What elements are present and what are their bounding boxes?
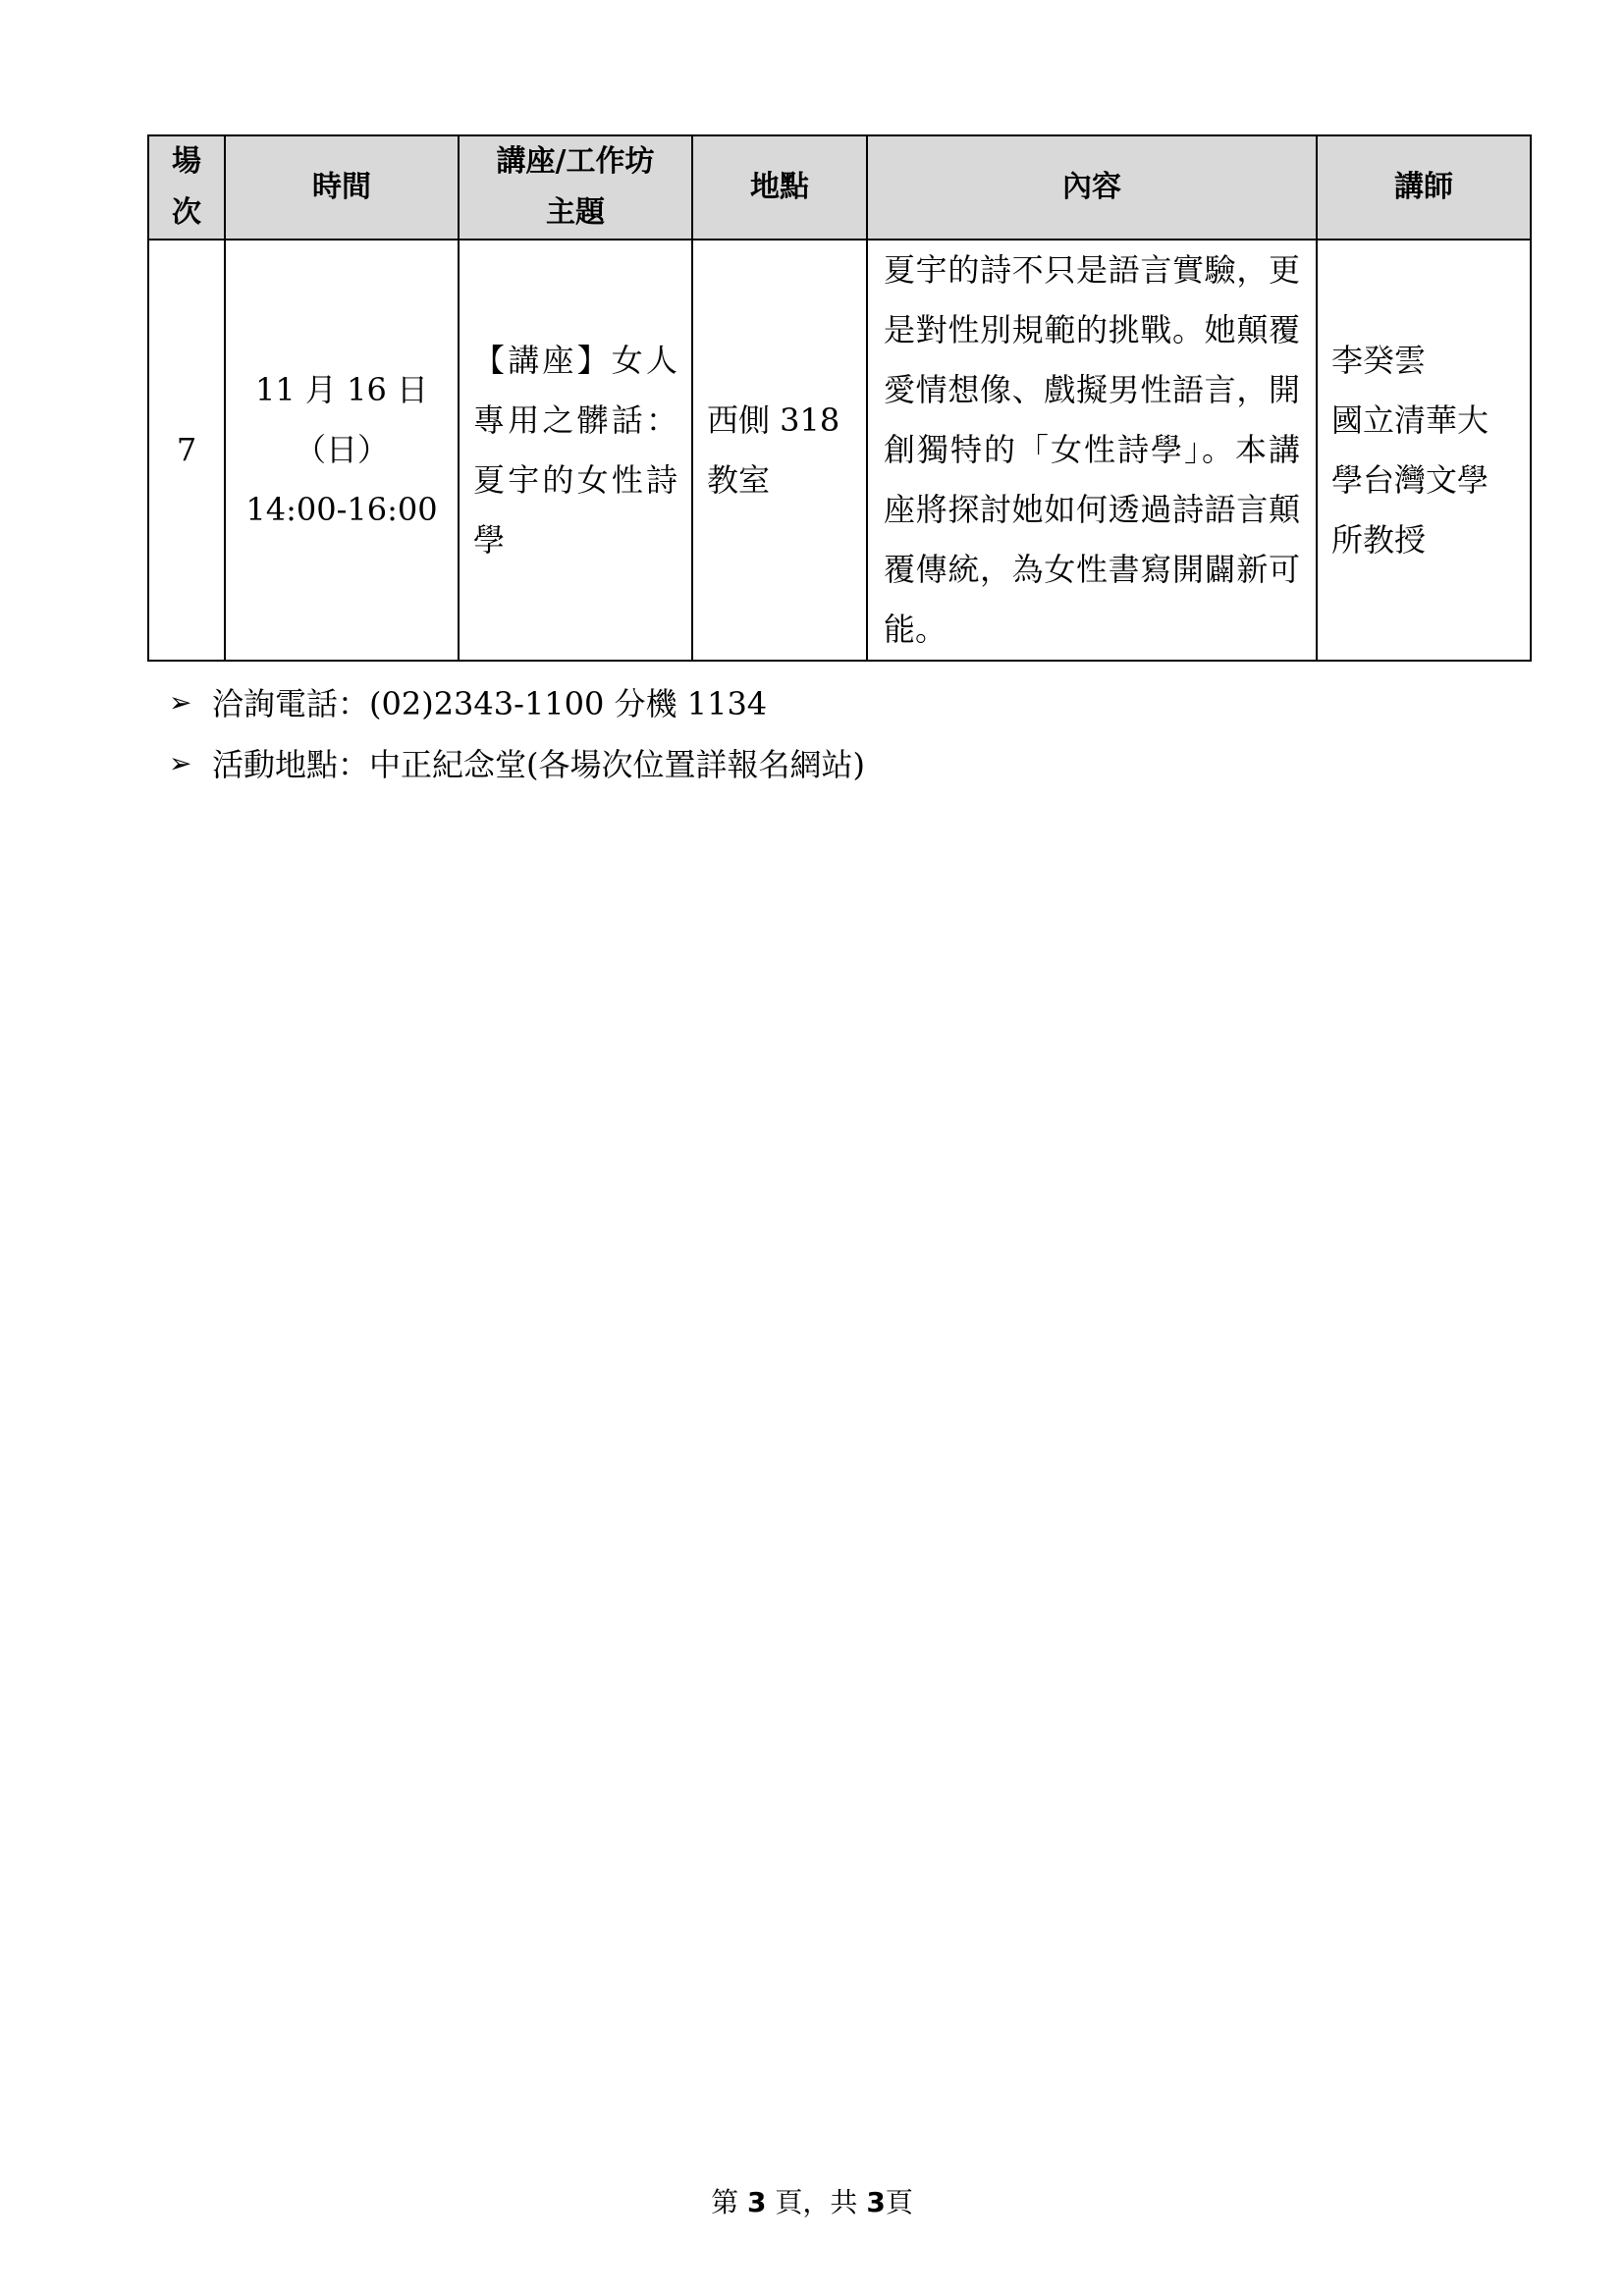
lecturer-title-line: 學台灣文學 [1331, 460, 1489, 499]
content-cell: 夏宇的詩不只是語言實驗，更是對性別規範的挑戰。她顛覆愛情想像、戲擬男性語言，開創獨特的「女性詩學」。本講座將探討她如何透過詩語言顛覆傳統，為女性書寫開闢新可能。 [867, 240, 1317, 661]
contact-phone-note: 洽詢電話：(02)2343-1100 分機 1134 [212, 685, 768, 722]
table-header-row [148, 135, 1531, 240]
lecturer-title-line: 國立清華大 [1331, 400, 1489, 439]
topic-cell: 【講座】女人專用之髒話：夏宇的女性詩學 [459, 240, 692, 661]
page-footer: 第 3 頁，共 3頁 [711, 2186, 913, 2218]
schedule-table [147, 134, 1532, 662]
list-item [169, 732, 1445, 793]
header-content: 內容 [867, 135, 1317, 240]
notes-list [169, 671, 1445, 793]
time-cell [225, 240, 459, 661]
weekday-text: （日） [294, 431, 389, 468]
total-pages-number: 3 [866, 2186, 886, 2218]
date-text: 11 月 16 日 [255, 371, 428, 408]
header-time: 時間 [225, 135, 459, 240]
time-range-text: 14:00-16:00 [245, 491, 438, 528]
arrow-bullet-icon: ➢ [169, 746, 192, 779]
lecturer-name: 李癸雲 [1331, 341, 1427, 379]
lecturer-title-line: 所教授 [1331, 520, 1427, 559]
session-number-cell: 7 [148, 240, 225, 661]
list-item [169, 671, 1445, 732]
header-topic: 講座/工作坊 主題 [459, 135, 692, 240]
current-page-number: 3 [747, 2186, 767, 2218]
header-venue: 地點 [692, 135, 867, 240]
event-location-note: 活動地點：中正紀念堂(各場次位置詳報名網站) [212, 746, 865, 783]
lecturer-cell [1317, 240, 1531, 661]
header-session: 場 次 [148, 135, 225, 240]
table-row [148, 240, 1531, 661]
venue-cell: 西側 318 教室 [692, 240, 867, 661]
arrow-bullet-icon: ➢ [169, 685, 192, 719]
header-lecturer: 講師 [1317, 135, 1531, 240]
